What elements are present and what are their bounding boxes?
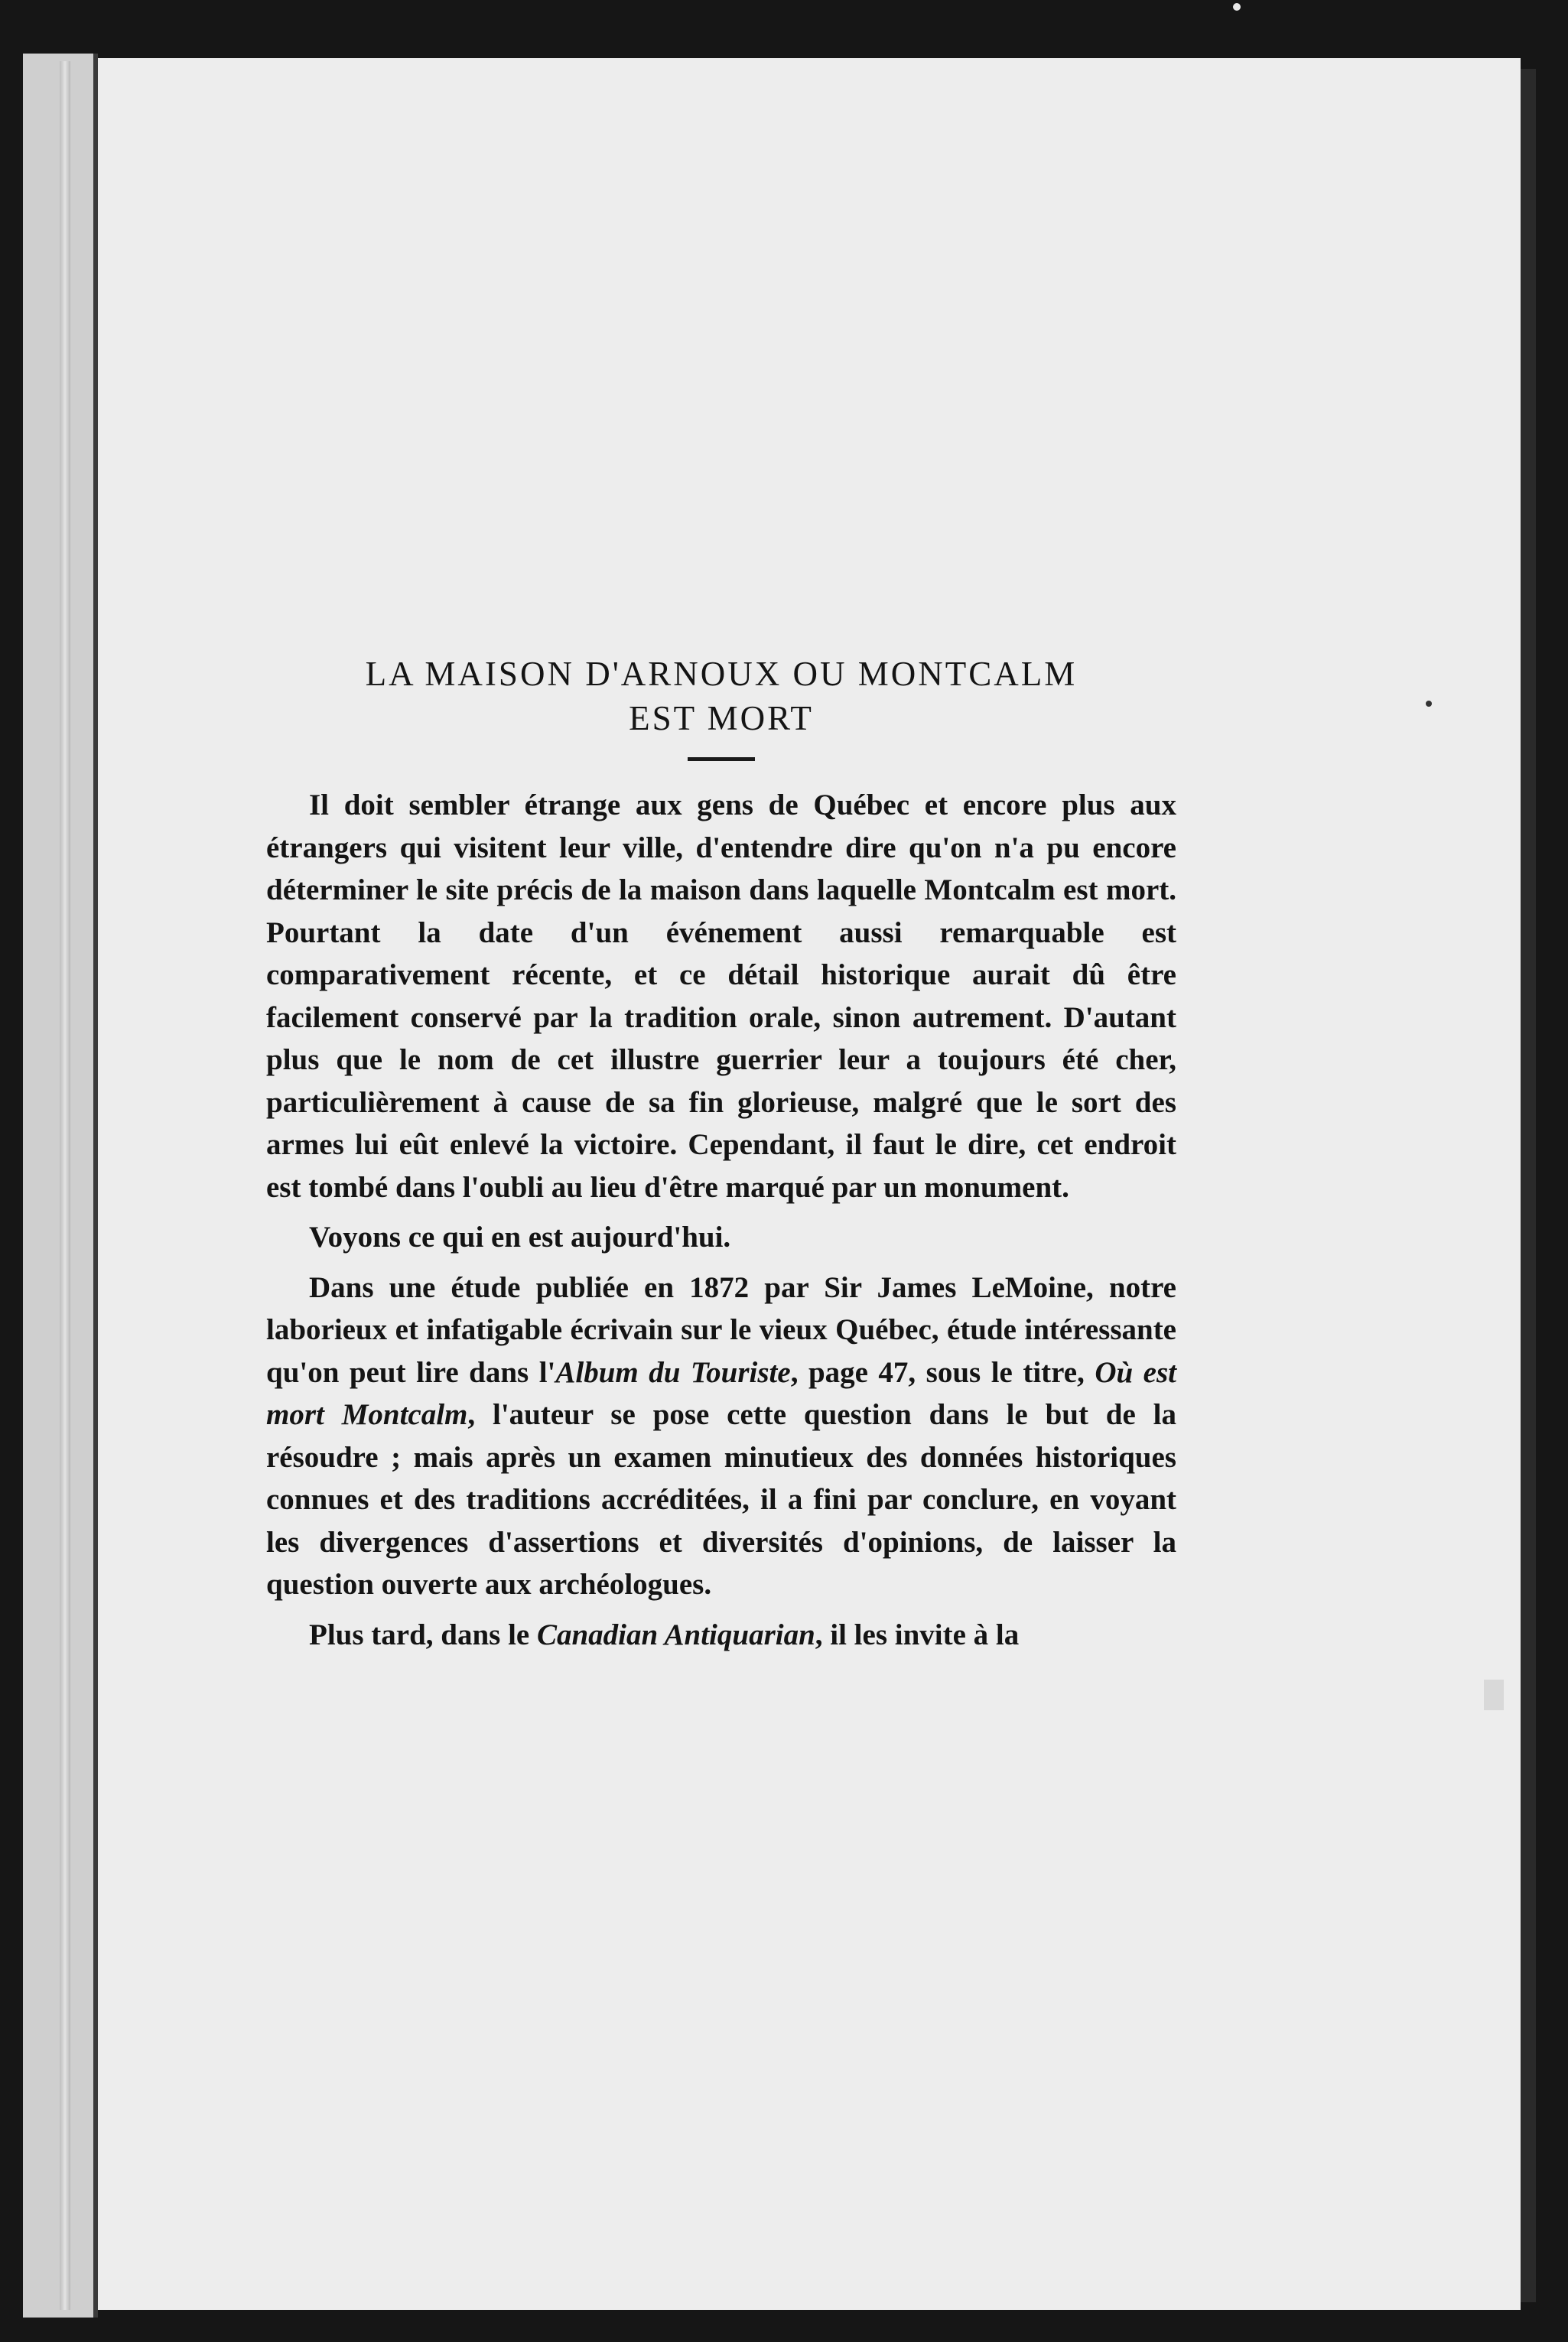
page-shadow [1521, 69, 1536, 2302]
chapter-title-line2: EST MORT [629, 699, 814, 737]
scan-speck [1233, 3, 1241, 11]
page-content [266, 652, 1176, 1664]
book-gutter [60, 61, 70, 2310]
paragraph-3-text-c: , l'auteur se pose cette question dans le but de la résoudre ; mais après un examen minutieux des données historiques connues et des traditions accréditées, il a fini par conclure, en voyant les divergences d'assertions et diversités d'opinions, de laisser la question ouverte aux archéologues. [266, 1398, 1176, 1601]
paragraph-1: Il doit sembler étrange aux gens de Québec et encore plus aux étrangers qui visitent leur ville, d'entendre dire qu'on n'a pu encore déterminer le site précis de la maison dans laquelle Montcalm est mort. Pourtant la date d'un événement aussi remarquable est comparativement récente, et ce détail historique aurait dû être facilement conservé par la tradition orale, sinon autrement. D'autant plus que le nom de cet illustre guerrier leur a toujours été cher, particulièrement à cause de sa fin glorieuse, malgré que le sort des armes lui eût enlevé la victoire. Cependant, il faut le dire, cet endroit est tombé dans l'oubli au lieu d'être marqué par un monument. [266, 789, 1176, 1204]
chapter-title [266, 652, 1176, 740]
paragraph-3-italic-album: Album du Touriste [555, 1355, 791, 1389]
paragraph-2: Voyons ce qui en est aujourd'hui. [309, 1221, 731, 1254]
chapter-title-line1: LA MAISON D'ARNOUX OU MONTCALM [365, 655, 1078, 693]
paragraph-3 [266, 1267, 1176, 1606]
title-divider [688, 757, 755, 761]
page-tear-mark [1484, 1680, 1504, 1710]
paragraph-3-text-b: , page 47, sous le titre, [790, 1355, 1095, 1389]
ink-dot [1426, 701, 1432, 707]
paragraph-4-text-a: Plus tard, dans le [309, 1618, 537, 1651]
paragraph-4-text-b: , il les invite à la [815, 1618, 1020, 1651]
paragraph-4 [266, 1614, 1176, 1657]
paragraph-4-italic-journal: Canadian Antiquarian [536, 1618, 815, 1651]
paragraph-3-text-a: Dans une étude publiée en 1872 par Sir James LeMoine, notre laborieux et infatigable écrivain sur le vieux Québec, étude intéressante qu'on peut lire dans l' [266, 1270, 1176, 1389]
paragraph-3-italic-title: Où est mort Montcalm [266, 1355, 1176, 1431]
